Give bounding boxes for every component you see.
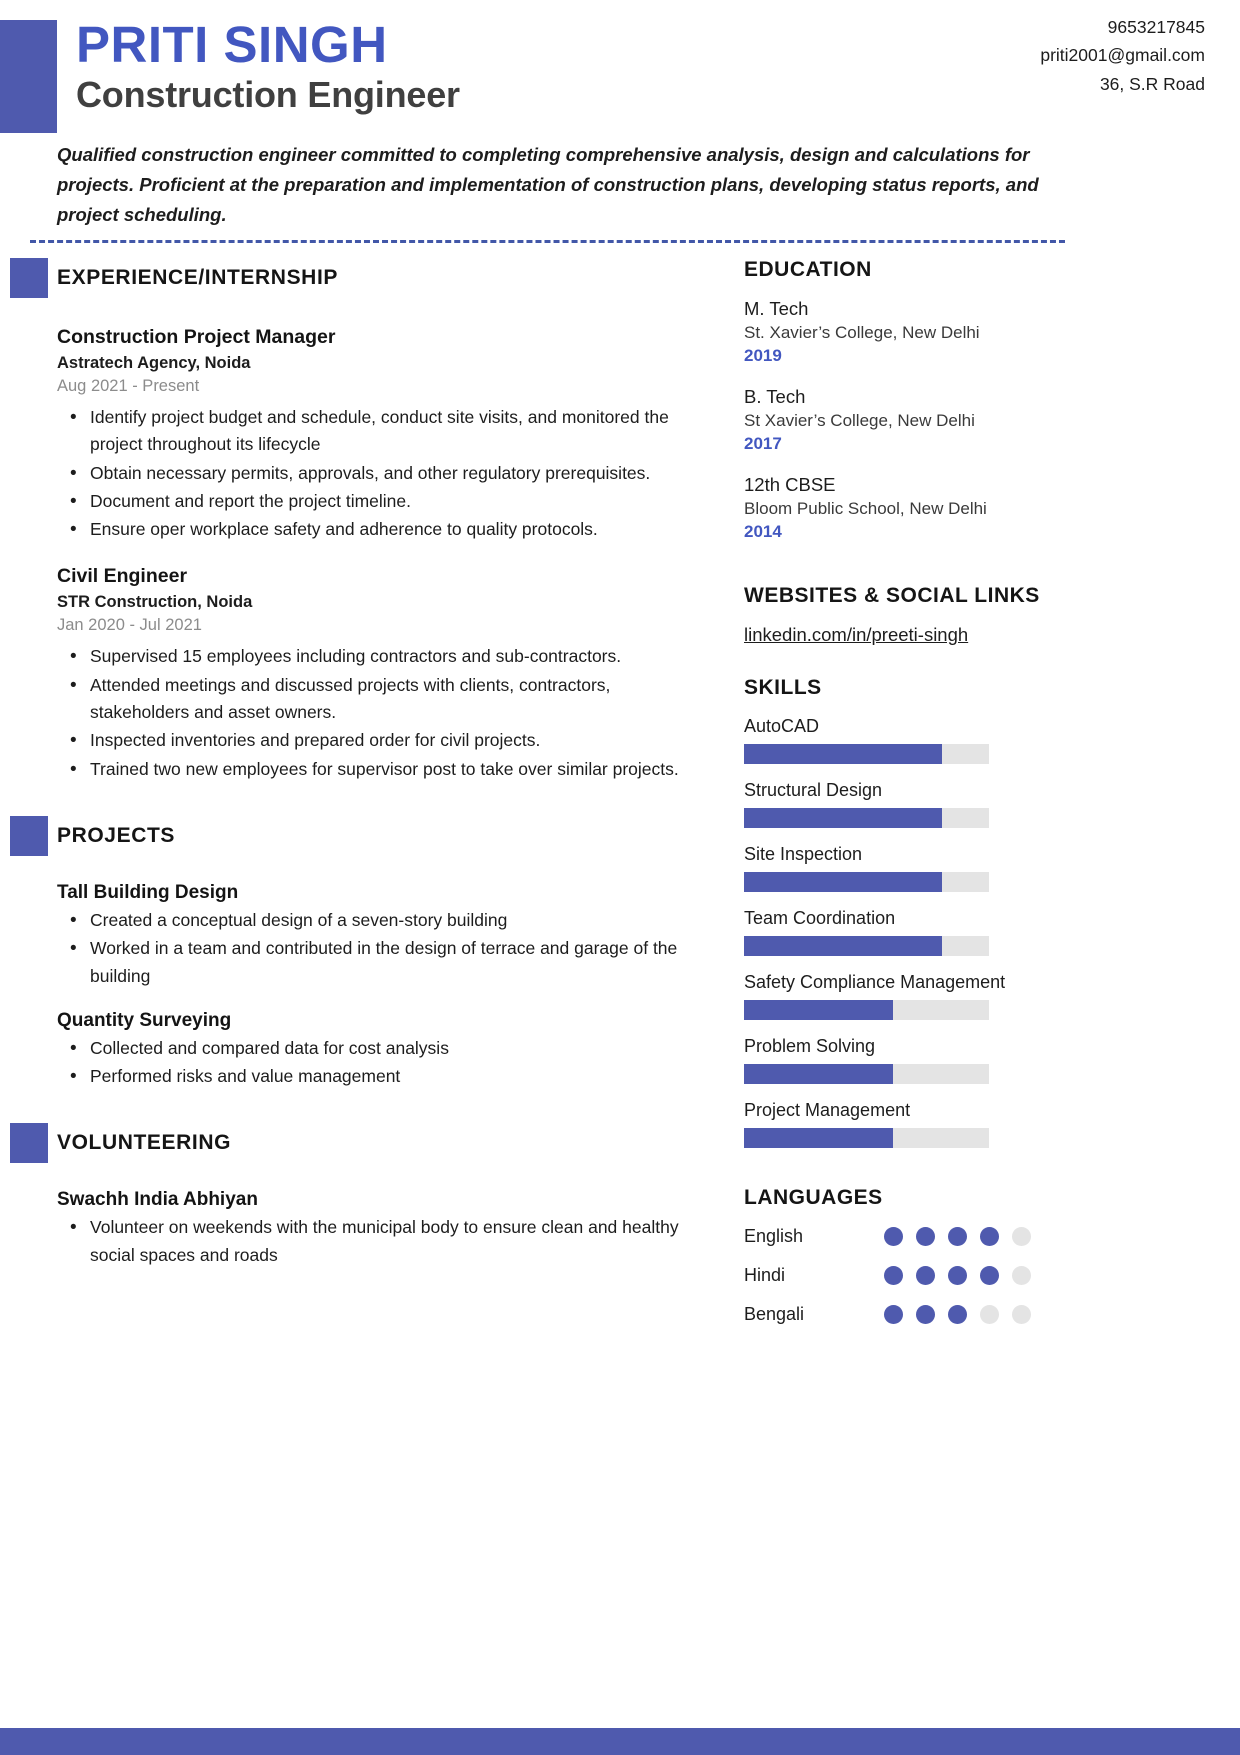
project-title: Tall Building Design bbox=[57, 881, 239, 903]
languages-heading: LANGUAGES bbox=[744, 1186, 883, 1209]
heading-accent-square bbox=[10, 258, 48, 298]
language-row bbox=[744, 1265, 1074, 1286]
education-year: 2014 bbox=[744, 522, 782, 541]
bullet-item: • Supervised 15 employees including contractors and sub-contractors. bbox=[57, 643, 700, 670]
experience-date-range: Aug 2021 - Present bbox=[57, 377, 200, 395]
bullet-list bbox=[57, 907, 700, 990]
skill-level-bar bbox=[744, 1128, 989, 1148]
skill-level-bar bbox=[744, 808, 989, 828]
language-name: English bbox=[744, 1226, 804, 1246]
education-degree: 12th CBSE bbox=[744, 474, 836, 495]
language-dot-empty bbox=[1012, 1266, 1031, 1285]
language-items bbox=[744, 1226, 1074, 1325]
section-divider bbox=[30, 240, 1065, 243]
bullet-item: • Worked in a team and contributed in the design of terrace and garage of the building bbox=[57, 935, 700, 990]
skill-name: Safety Compliance Management bbox=[744, 972, 1006, 992]
projects-entries bbox=[0, 882, 700, 1090]
bullet-list bbox=[57, 643, 700, 782]
bullet-item: • Document and report the project timeline. bbox=[57, 488, 700, 515]
websites-heading: WEBSITES & SOCIAL LINKS bbox=[744, 584, 1040, 607]
experience-entry bbox=[57, 565, 700, 782]
skill-level-fill bbox=[744, 744, 942, 764]
language-level-dots bbox=[884, 1266, 1031, 1285]
experience-organization: STR Construction, Noida bbox=[57, 593, 253, 612]
language-dot-filled bbox=[884, 1227, 903, 1246]
skill-name: Site Inspection bbox=[744, 844, 863, 864]
skill-item bbox=[744, 1100, 1074, 1148]
bullet-item: • Trained two new employees for supervisor post to take over similar projects. bbox=[57, 756, 700, 783]
education-heading: EDUCATION bbox=[744, 258, 872, 281]
bullet-item: • Created a conceptual design of a seven-story building bbox=[57, 907, 700, 934]
language-name: Hindi bbox=[744, 1265, 786, 1285]
bullet-item: • Obtain necessary permits, approvals, and other regulatory prerequisites. bbox=[57, 460, 700, 487]
skill-level-fill bbox=[744, 1064, 893, 1084]
volunteering-title: Swachh India Abhiyan bbox=[57, 1189, 258, 1211]
skill-level-fill bbox=[744, 872, 942, 892]
projects-heading-label: PROJECTS bbox=[57, 823, 175, 847]
contact-address: 36, S.R Road bbox=[1099, 73, 1205, 94]
skill-name: Project Management bbox=[744, 1100, 911, 1120]
candidate-job-title: Construction Engineer bbox=[76, 73, 460, 115]
right-column bbox=[744, 258, 1074, 1343]
language-level-dots bbox=[884, 1305, 1031, 1324]
bullet-item: • Inspected inventories and prepared order for civil projects. bbox=[57, 727, 700, 754]
language-name: Bengali bbox=[744, 1304, 805, 1324]
experience-entries bbox=[0, 326, 700, 783]
education-degree: M. Tech bbox=[744, 298, 809, 319]
language-dot-filled bbox=[948, 1305, 967, 1324]
experience-heading bbox=[0, 258, 700, 304]
experience-role: Civil Engineer bbox=[57, 565, 188, 588]
experience-heading-label: EXPERIENCE/INTERNSHIP bbox=[57, 266, 338, 289]
contact-block bbox=[1040, 13, 1205, 98]
bullet-item: • Collected and compared data for cost analysis bbox=[57, 1035, 700, 1062]
heading-accent-square bbox=[10, 816, 48, 856]
language-dot-filled bbox=[916, 1305, 935, 1324]
skill-item bbox=[744, 780, 1074, 828]
language-row bbox=[744, 1226, 1074, 1247]
skill-level-bar bbox=[744, 1000, 989, 1020]
skill-level-bar bbox=[744, 1064, 989, 1084]
professional-summary: Qualified construction engineer committed to completing comprehensive analysis, design and calculations for projects. Proficient at the preparation and implementation of construction plans, developing status reports, and project scheduling. bbox=[57, 144, 1039, 225]
language-dot-filled bbox=[948, 1227, 967, 1246]
education-entry bbox=[744, 386, 1074, 454]
language-dot-filled bbox=[884, 1266, 903, 1285]
project-title: Quantity Surveying bbox=[57, 1009, 232, 1031]
education-entries bbox=[744, 298, 1074, 542]
volunteering-entries bbox=[0, 1189, 700, 1269]
education-degree: B. Tech bbox=[744, 386, 806, 407]
projects-section bbox=[0, 816, 700, 1090]
skill-level-bar bbox=[744, 936, 989, 956]
experience-date-range: Jan 2020 - Jul 2021 bbox=[57, 616, 202, 635]
language-dot-filled bbox=[948, 1266, 967, 1285]
skill-name: Team Coordination bbox=[744, 908, 896, 928]
language-level-dots bbox=[884, 1227, 1031, 1246]
bullet-item: • Ensure oper workplace safety and adherence to quality protocols. bbox=[57, 516, 700, 543]
skill-name: Structural Design bbox=[744, 780, 883, 800]
linkedin-link[interactable]: linkedin.com/in/preeti-singh bbox=[744, 624, 969, 645]
language-dot-empty bbox=[980, 1305, 999, 1324]
bullet-item: • Volunteer on weekends with the municipal body to ensure clean and healthy social spaces and roads bbox=[57, 1214, 700, 1269]
skill-name: AutoCAD bbox=[744, 716, 820, 736]
skill-item bbox=[744, 716, 1074, 764]
skill-name: Problem Solving bbox=[744, 1036, 876, 1056]
bullet-item: • Performed risks and value management bbox=[57, 1063, 700, 1090]
bullet-list bbox=[57, 1214, 700, 1269]
bullet-item: • Identify project budget and schedule, conduct site visits, and monitored the project throughout its lifecycle bbox=[57, 404, 700, 459]
skill-level-bar bbox=[744, 872, 989, 892]
education-school: Bloom Public School, New Delhi bbox=[744, 499, 987, 518]
experience-entry bbox=[57, 326, 700, 543]
resume-header bbox=[0, 0, 1240, 140]
experience-organization: Astratech Agency, Noida bbox=[57, 354, 251, 372]
skills-heading: SKILLS bbox=[744, 676, 822, 699]
footer-accent-bar bbox=[0, 1728, 1240, 1755]
website-links bbox=[744, 624, 1074, 654]
language-dot-filled bbox=[916, 1266, 935, 1285]
skill-item bbox=[744, 844, 1074, 892]
skill-level-fill bbox=[744, 808, 942, 828]
left-column bbox=[0, 258, 700, 1270]
contact-phone: 9653217845 bbox=[1107, 17, 1205, 37]
skill-items bbox=[744, 716, 1074, 1148]
project-entry bbox=[57, 882, 700, 990]
language-dot-filled bbox=[980, 1227, 999, 1246]
header-accent-block bbox=[0, 20, 57, 133]
volunteering-entry bbox=[57, 1189, 700, 1269]
skill-level-bar bbox=[744, 744, 989, 764]
experience-role: Construction Project Manager bbox=[57, 326, 336, 348]
education-school: St Xavier’s College, New Delhi bbox=[744, 411, 975, 430]
contact-email: priti2001@gmail.com bbox=[1040, 45, 1205, 66]
skill-item bbox=[744, 972, 1074, 1020]
skill-item bbox=[744, 1036, 1074, 1084]
volunteering-heading-label: VOLUNTEERING bbox=[57, 1131, 232, 1155]
candidate-name: PRITI SINGH bbox=[76, 16, 388, 73]
volunteering-heading bbox=[0, 1123, 700, 1169]
projects-heading bbox=[0, 816, 700, 862]
language-dot-filled bbox=[884, 1305, 903, 1324]
education-year: 2017 bbox=[744, 434, 782, 453]
skill-item bbox=[744, 908, 1074, 956]
header-name-group bbox=[76, 18, 460, 115]
language-dot-filled bbox=[916, 1227, 935, 1246]
experience-section bbox=[0, 258, 700, 783]
education-entry bbox=[744, 474, 1074, 542]
skill-level-fill bbox=[744, 936, 942, 956]
heading-accent-square bbox=[10, 1123, 48, 1163]
language-row bbox=[744, 1304, 1074, 1325]
bullet-item: • Attended meetings and discussed projects with clients, contractors, stakeholders and asset owners. bbox=[57, 672, 700, 727]
language-dot-empty bbox=[1012, 1227, 1031, 1246]
skill-level-fill bbox=[744, 1128, 893, 1148]
education-school: St. Xavier’s College, New Delhi bbox=[744, 323, 980, 342]
bullet-list bbox=[57, 404, 700, 543]
language-dot-empty bbox=[1012, 1305, 1031, 1324]
skill-level-fill bbox=[744, 1000, 893, 1020]
education-year: 2019 bbox=[744, 346, 782, 365]
volunteering-section bbox=[0, 1123, 700, 1269]
education-entry bbox=[744, 298, 1074, 366]
language-dot-filled bbox=[980, 1266, 999, 1285]
project-entry bbox=[57, 1010, 700, 1091]
bullet-list bbox=[57, 1035, 700, 1091]
